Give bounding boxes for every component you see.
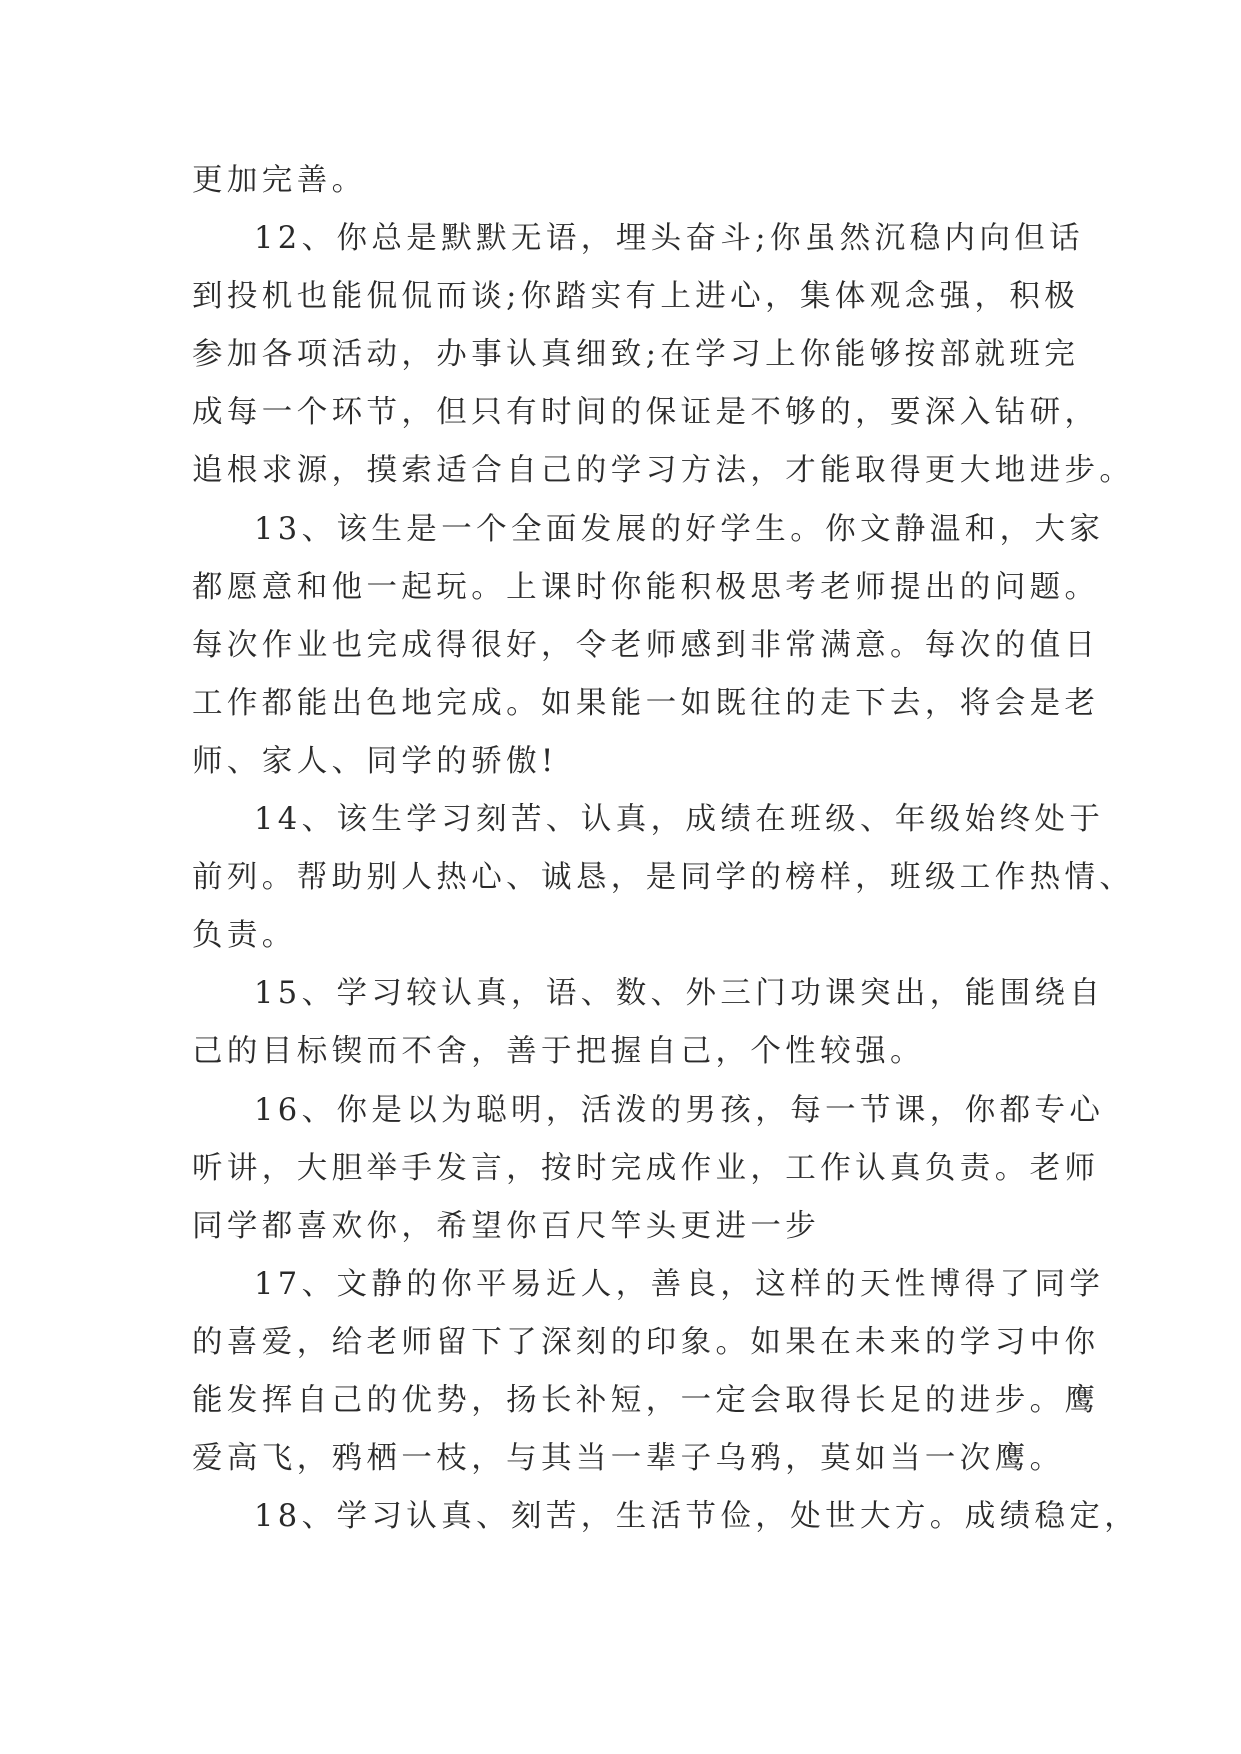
text-line: 追根求源，摸索适合自己的学习方法，才能取得更大地进步。 <box>192 453 1135 489</box>
text-line: 16、你是以为聪明，活泼的男孩，每一节课，你都专心 <box>254 1092 1105 1128</box>
text-line: 到投机也能侃侃而谈;你踏实有上进心，集体观念强，积极 <box>192 279 1080 315</box>
text-line: 17、文静的你平易近人，善良，这样的天性博得了同学 <box>254 1266 1105 1302</box>
text-line: 更加完善。 <box>192 163 367 198</box>
text-line: 14、该生学习刻苦、认真，成绩在班级、年级始终处于 <box>254 802 1105 838</box>
comment-paragraph-17 <box>192 1256 1105 1488</box>
comment-paragraph-15 <box>192 965 1105 1081</box>
text-line: 工作都能出色地完成。如果能一如既往的走下去，将会是老 <box>192 685 1100 721</box>
text-line: 同学都喜欢你，希望你百尺竿头更进一步 <box>192 1208 821 1244</box>
comment-paragraph-12 <box>192 210 1135 500</box>
text-line: 听讲，大胆举手发言，按时完成作业，工作认真负责。老师 <box>192 1150 1100 1186</box>
text-line: 负责。 <box>192 918 297 954</box>
text-line: 参加各项活动，办事认真细致;在学习上你能够按部就班完 <box>192 337 1080 373</box>
text-line: 能发挥自己的优势，扬长补短，一定会取得长足的进步。鹰 <box>192 1382 1100 1418</box>
text-line: 师、家人、同学的骄傲! <box>192 743 558 779</box>
document-body <box>192 152 1140 1546</box>
text-line: 12、你总是默默无语，埋头奋斗;你虽然沉稳内向但话 <box>254 221 1085 257</box>
text-line: 己的目标锲而不舍，善于把握自己，个性较强。 <box>192 1034 925 1070</box>
comment-paragraph-18 <box>192 1488 1140 1546</box>
comment-paragraph-14 <box>192 791 1135 965</box>
text-line: 15、学习较认真，语、数、外三门功课突出，能围绕自 <box>254 976 1105 1012</box>
text-line: 每次作业也完成得很好，令老师感到非常满意。每次的值日 <box>192 627 1100 663</box>
comment-paragraph-16 <box>192 1082 1105 1256</box>
comment-paragraph-13 <box>192 501 1105 791</box>
text-line: 13、该生是一个全面发展的好学生。你文静温和，大家 <box>254 511 1105 547</box>
text-line: 爱高飞，鸦栖一枝，与其当一辈子乌鸦，莫如当一次鹰。 <box>192 1441 1065 1477</box>
text-line: 18、学习认真、刻苦，生活节俭，处世大方。成绩稳定， <box>254 1499 1140 1535</box>
text-line: 成每一个环节，但只有时间的保证是不够的，要深入钻研， <box>192 395 1100 431</box>
text-line: 前列。帮助别人热心、诚恳，是同学的榜样，班级工作热情、 <box>192 860 1135 896</box>
text-line: 都愿意和他一起玩。上课时你能积极思考老师提出的问题。 <box>192 569 1100 605</box>
text-line: 的喜爱，给老师留下了深刻的印象。如果在未来的学习中你 <box>192 1324 1100 1360</box>
paragraph-continuation <box>192 152 1052 210</box>
